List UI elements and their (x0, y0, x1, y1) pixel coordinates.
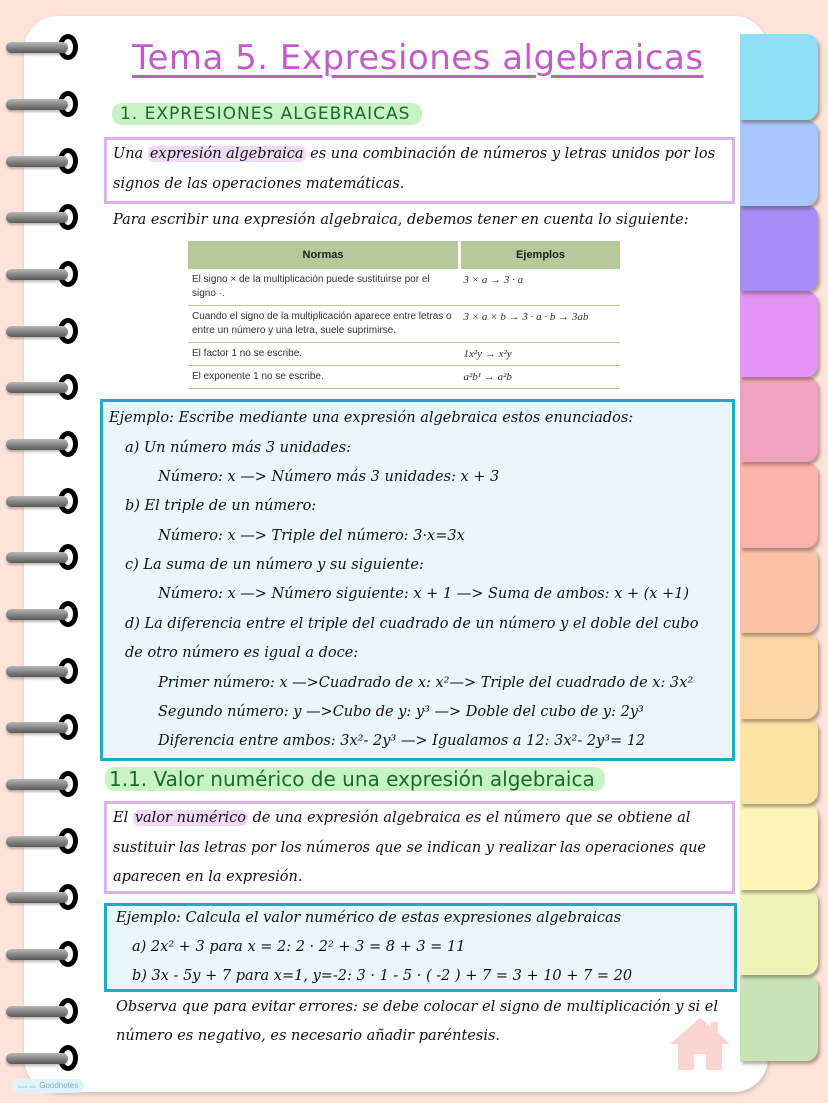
table-header-ejemplos: Ejemplos (460, 241, 621, 269)
example-line: Número: x —> Número siguiente: x + 1 —> Suma de ambos: x + (x +1) (158, 586, 690, 602)
table-row (188, 306, 620, 343)
example-line: a) Un número más 3 unidades: (125, 440, 352, 456)
rules-table (188, 241, 620, 389)
example-line: Número: x —> Número más 3 unidades: x + 3 (158, 469, 500, 485)
example-line: Número: x —> Triple del número: 3·x=3x (158, 528, 465, 544)
table-cell-norma: El factor 1 no se escribe. (188, 343, 460, 366)
example2-line: b) 3x - 5y + 7 para x=1, y=-2: 3 · 1 - 5 · ( -2 ) + 7 = 3 + 10 + 7 = 20 (132, 968, 633, 984)
table-header-normas: Normas (188, 241, 460, 269)
table-cell-norma: El signo × de la multiplicación puede sustituirse por el signo ·. (188, 269, 460, 306)
highlight-term: expresión algebraica (149, 146, 304, 162)
example-line: b) El triple de un número: (125, 498, 317, 514)
table-cell-norma: Cuando el signo de la multiplicación aparece entre letras o entre un número y una letra, suele suprimirse. (188, 306, 460, 343)
example-line: Ejemplo: Escribe mediante una expresión algebraica estos enunciados: (109, 410, 634, 426)
table-row (188, 343, 620, 366)
definition2-line-3: aparecen en la expresión. (113, 869, 303, 885)
tab-12[interactable] (740, 975, 818, 1061)
table-cell-ejemplo: 3 × a × b → 3 · a · b → 3ab (460, 306, 621, 343)
goodnotes-watermark: Made with Goodnotes (12, 1079, 84, 1093)
section-heading-1: 1. EXPRESIONES ALGEBRAICAS (112, 103, 422, 125)
example2-line: a) 2x² + 3 para x = 2: 2 · 2² + 3 = 8 + 3 = 11 (132, 939, 466, 955)
table-cell-norma: El exponente 1 no se escribe. (188, 366, 460, 389)
page-title: Tema 5. Expresiones algebraicas (132, 38, 704, 78)
tab-1[interactable] (740, 34, 818, 120)
tab-4[interactable] (740, 291, 818, 377)
definition2-line-1: El valor numérico de una expresión algebraica es el número que se obtiene al (113, 810, 691, 826)
highlight-term: valor numérico (134, 810, 247, 826)
example-line: Segundo número: y —>Cubo de y: y³ —> Doble del cubo de y: 2y³ (158, 704, 644, 720)
home-icon[interactable] (668, 1014, 732, 1070)
tab-5[interactable] (740, 376, 818, 462)
tab-6[interactable] (740, 462, 818, 548)
example-line: Diferencia entre ambos: 3x²- 2y³ —> Igualamos a 12: 3x²- 2y³= 12 (158, 733, 646, 749)
example-line: d) La diferencia entre el triple del cuadrado de un número y el doble del cubo (125, 616, 699, 632)
definition-line-1: Una expresión algebraica es una combinación de números y letras unidos por los (113, 146, 716, 162)
table-row (188, 366, 620, 389)
table-cell-ejemplo: 1x²y → x²y (460, 343, 621, 366)
note-line-1: Observa que para evitar errores: se debe colocar el signo de multiplicación y si el (116, 999, 719, 1015)
rules-intro: Para escribir una expresión algebraica, debemos tener en cuenta lo siguiente: (113, 212, 689, 228)
table-row (188, 269, 620, 306)
table-cell-ejemplo: a²b¹ → a²b (460, 366, 621, 389)
example-line: Primer número: x —>Cuadrado de x: x²—> Triple del cuadrado de x: 3x² (158, 675, 694, 691)
section-heading-1-1: 1.1. Valor numérico de una expresión algebraica (105, 767, 605, 791)
tab-9[interactable] (740, 718, 818, 804)
tab-2[interactable] (740, 120, 818, 206)
note-line-2: número es negativo, es necesario añadir paréntesis. (116, 1028, 501, 1044)
table-cell-ejemplo: 3 × a → 3 · a (460, 269, 621, 306)
tab-11[interactable] (740, 889, 818, 975)
tab-8[interactable] (740, 633, 818, 719)
example2-line: Ejemplo: Calcula el valor numérico de estas expresiones algebraicas (116, 910, 622, 926)
tab-3[interactable] (740, 205, 818, 291)
example-line: de otro número es igual a doce: (125, 645, 359, 661)
example-line: c) La suma de un número y su siguiente: (125, 557, 424, 573)
tab-10[interactable] (740, 804, 818, 890)
tab-7[interactable] (740, 547, 818, 633)
definition2-line-2: sustituir las letras por los números que se indican y realizar las operaciones que (113, 840, 706, 856)
definition-line-2: signos de las operaciones matemáticas. (113, 176, 405, 192)
